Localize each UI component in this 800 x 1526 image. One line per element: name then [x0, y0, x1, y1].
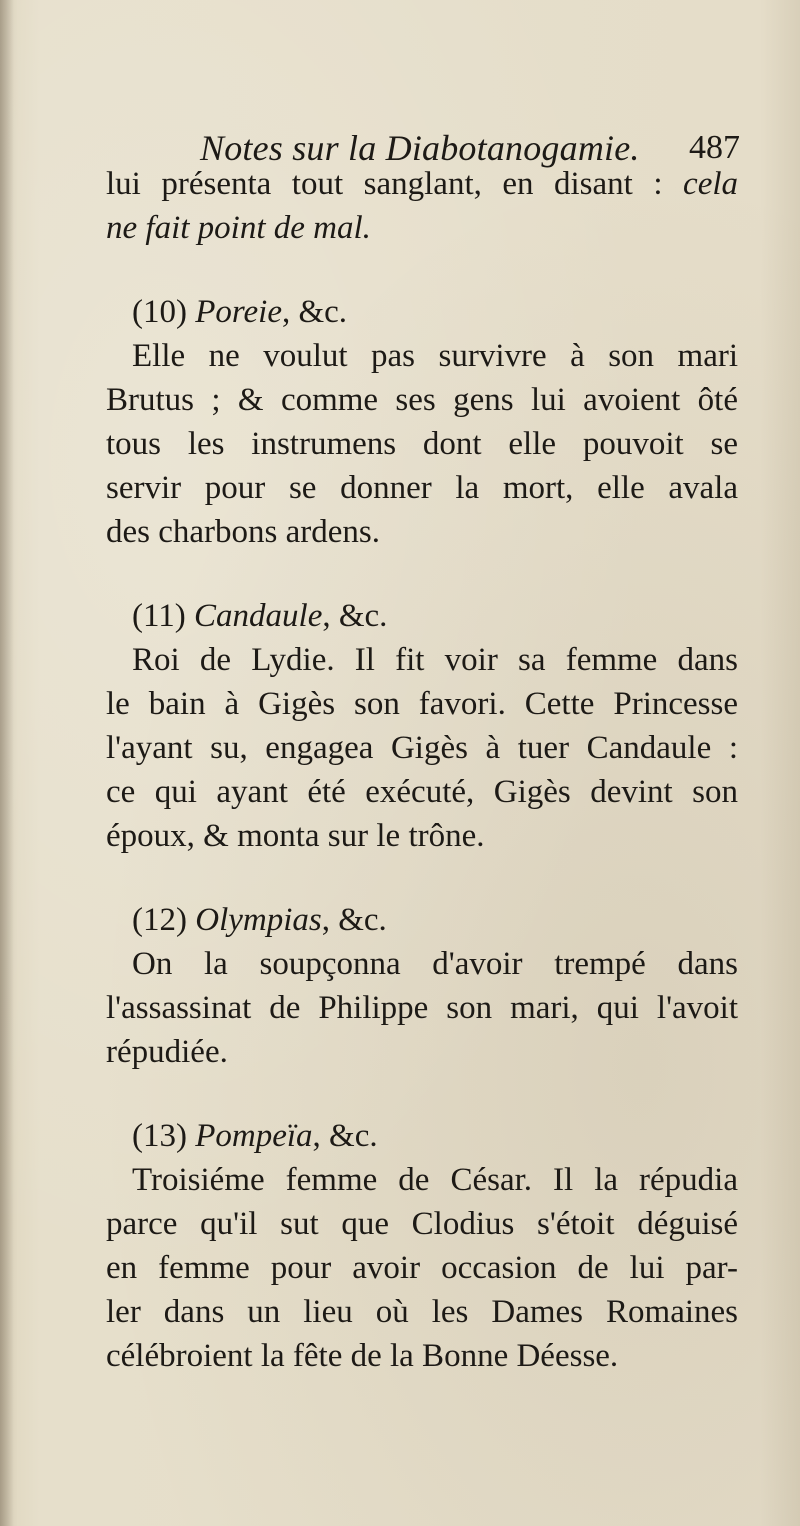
note-line: Elle ne voulut pas survivre à son mari — [132, 338, 738, 374]
note-line: parce qu'il sut que Clodius s'étoit déguisé — [106, 1206, 738, 1242]
continuation-line-2: ne fait point de mal. — [106, 210, 371, 246]
note-line: Troisiéme femme de César. Il la répudia — [132, 1162, 738, 1198]
note-line: l'assassinat de Philippe son mari, qui l'avoit — [106, 990, 738, 1026]
note-line: le bain à Gigès son favori. Cette Princesse — [106, 686, 738, 722]
note-line: tous les instrumens dont elle pouvoit se — [106, 426, 738, 462]
note-line: des charbons ardens. — [106, 514, 380, 550]
note-line: servir pour se donner la mort, elle avala — [106, 470, 738, 506]
note-line: Brutus ; & comme ses gens lui avoient ôté — [106, 382, 738, 418]
note-line: répudiée. — [106, 1034, 228, 1070]
note-line: l'ayant su, engagea Gigès à tuer Candaule : — [106, 730, 738, 766]
note-line: Roi de Lydie. Il fit voir sa femme dans — [132, 642, 738, 678]
note-heading: (12) Olympias, &c. — [132, 902, 387, 938]
note-line: On la soupçonna d'avoir trempé dans — [132, 946, 738, 982]
binding-shadow — [0, 0, 14, 1526]
body-text — [106, 162, 738, 1378]
note-heading: (13) Pompeïa, &c. — [132, 1118, 378, 1154]
running-title: Notes sur la Diabotanogamie. — [200, 128, 640, 168]
continuation-line-1: lui présenta tout sanglant, en disant : cela — [106, 166, 739, 202]
note-line: époux, & monta sur le trône. — [106, 818, 485, 854]
note-heading: (10) Poreie, &c. — [132, 294, 348, 330]
note-line: ce qui ayant été exécuté, Gigès devint son — [106, 774, 738, 810]
note-line: célébroient la fête de la Bonne Déesse. — [106, 1338, 619, 1374]
page-number: 487 — [689, 129, 740, 166]
note-line: ler dans un lieu où les Dames Romaines — [106, 1294, 738, 1330]
note-line: en femme pour avoir occasion de lui par- — [106, 1250, 738, 1286]
note-heading: (11) Candaule, &c. — [132, 598, 388, 634]
